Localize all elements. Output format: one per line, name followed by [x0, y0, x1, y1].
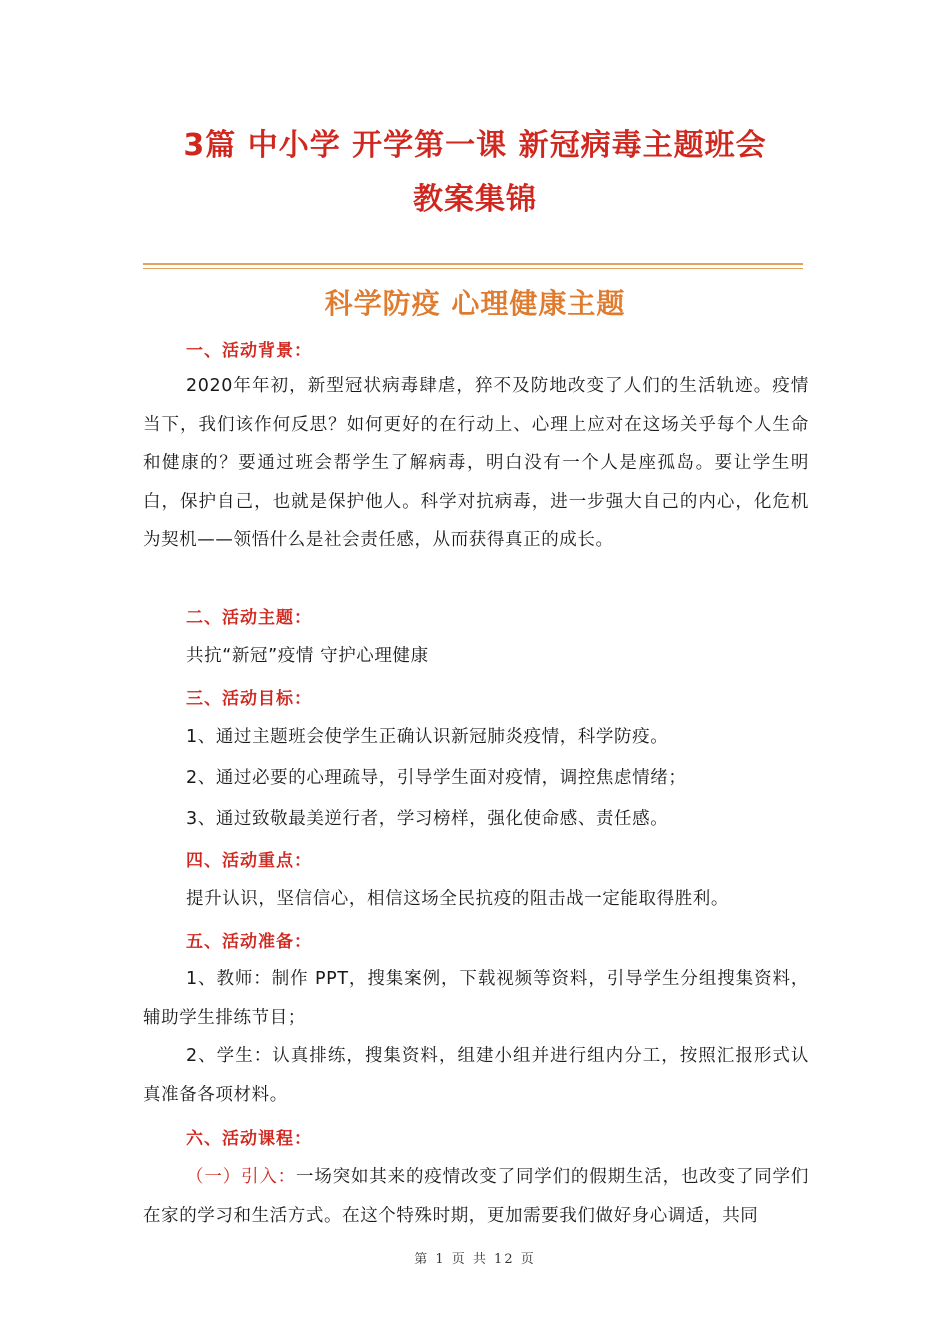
background-text: 2020年年初，新型冠状病毒肆虐，猝不及防地改变了人们的生活轨迹。疫情当下，我们该作何反思？如何更好的在行动上、心理上应对在这场关乎每个人生命和健康的？要通过班会帮学生了解病毒，明白没有一个人是座孤岛。要让学生明白，保护自己，也就是保护他人。科学对抗病毒，进一步强大自己的内心，化危机为契机——领悟什么是社会责任感，从而获得真正的成长。 [143, 376, 809, 550]
page-footer: 第 1 页 共 12 页 [414, 1252, 536, 1267]
course-intro-lead: （一）引入： [186, 1167, 296, 1187]
heading-focus: 四、活动重点： [186, 851, 312, 871]
goal-item-1: 1、通过主题班会使学生正确认识新冠肺炎疫情，科学防疫。 [186, 727, 669, 747]
course-intro-text: 一场突如其来的疫情改变了同学们的假期生活，也改变了同学们在家的学习和生活方式。在这个特殊时期，更加需要我们做好身心调适，共同 [143, 1167, 809, 1226]
course-intro [143, 1158, 809, 1235]
heading-course: 六、活动课程： [186, 1129, 312, 1149]
preparation-teacher: 1、教师：制作 PPT，搜集案例，下载视频等资料，引导学生分组搜集资料，辅助学生排练节目； [143, 969, 809, 1028]
goal-item-2: 2、通过必要的心理疏导，引导学生面对疫情，调控焦虑情绪； [186, 768, 687, 788]
heading-theme: 二、活动主题： [186, 608, 312, 628]
focus-text: 提升认识，坚信信心，相信这场全民抗疫的阻击战一定能取得胜利。 [186, 889, 729, 909]
background-paragraph [143, 367, 809, 560]
theme-text: 共抗“新冠”疫情 守护心理健康 [186, 646, 429, 666]
heading-preparation: 五、活动准备： [186, 932, 312, 952]
section-title: 科学防疫 心理健康主题 [324, 287, 626, 320]
course-block [143, 1158, 809, 1235]
heading-background: 一、活动背景： [186, 341, 312, 361]
title-divider-thick [143, 263, 803, 265]
preparation-block [143, 960, 809, 1114]
preparation-student: 2、学生：认真排练，搜集资料，组建小组并进行组内分工，按照汇报形式认真准备各项材料。 [143, 1046, 809, 1105]
document-title-line2: 教案集锦 [413, 182, 537, 217]
document-title-line1: 3篇 中小学 开学第一课 新冠病毒主题班会 [183, 128, 767, 163]
heading-goals: 三、活动目标： [186, 689, 312, 709]
title-divider-thin [143, 268, 803, 269]
goal-item-3: 3、通过致敬最美逆行者，学习榜样，强化使命感、责任感。 [186, 809, 669, 829]
